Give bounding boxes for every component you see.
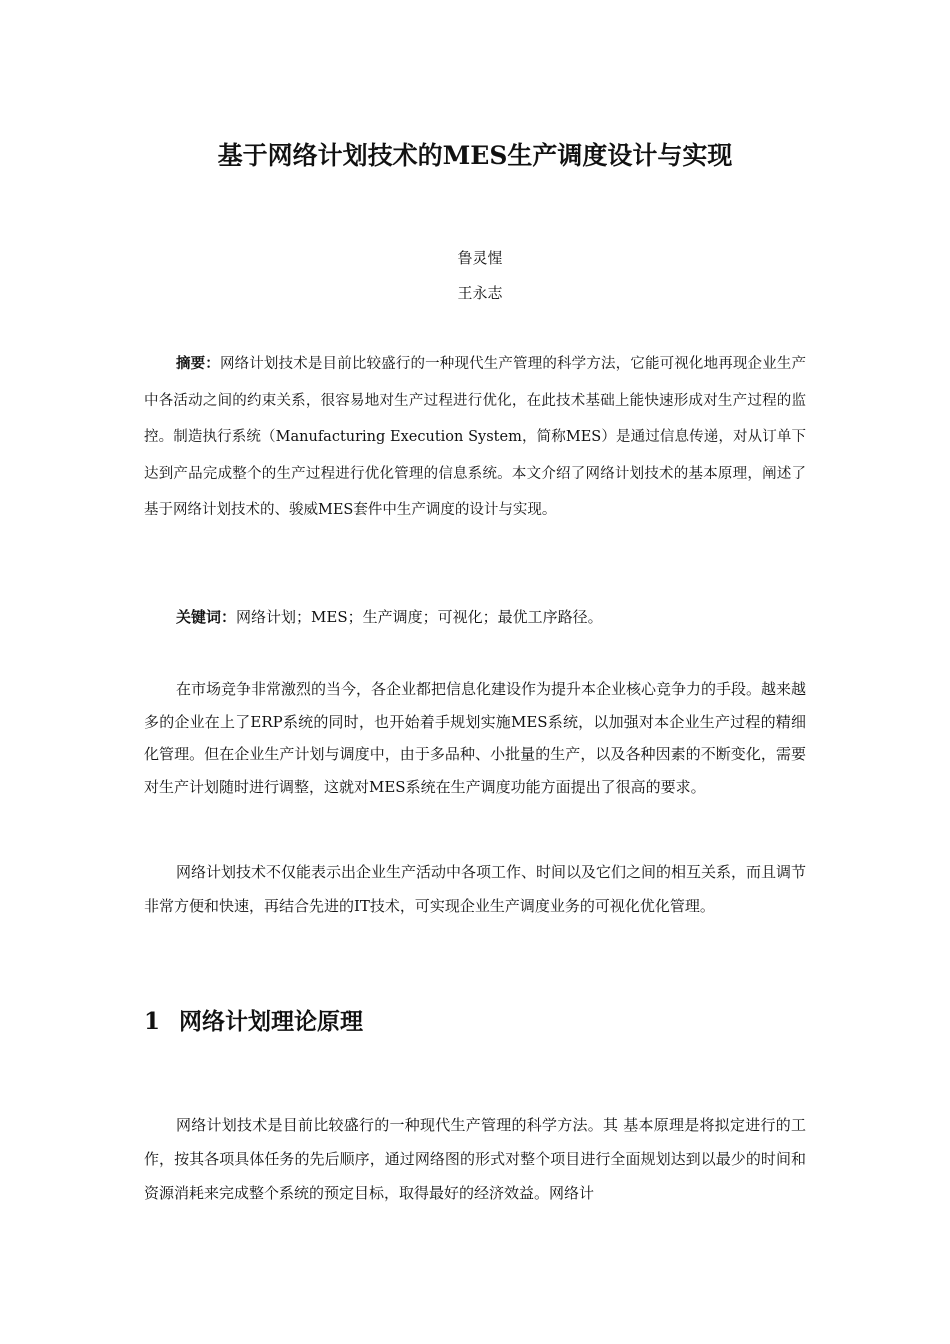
section-title: 网络计划理论原理 <box>179 1008 363 1035</box>
section-heading <box>144 1003 363 1036</box>
section-number: 1 <box>144 1008 161 1035</box>
keywords-label: 关键词： <box>176 608 237 626</box>
intro-paragraph: 在市场竞争非常激烈的当今，各企业都把信息化建设作为提升本企业核心竞争力的手段。越来越多的企业在上了ERP系统的同时，也开始着手规划实施MES系统，以加强对本企业生产过程的精细化管理。但在企业生产计划与调度中，由于多品种、小批量的生产，以及各种因素的不断变化，需要对生产计划随时进行调整，这就对MES系统在生产调度功能方面提出了很高的要求。 <box>144 680 807 796</box>
author-name: 鲁灵惺 <box>457 249 503 267</box>
abstract-label: 摘要： <box>176 355 220 372</box>
intro-paragraph: 网络计划技术不仅能表示出企业生产活动中各项工作、时间以及它们之间的相互关系，而且调节非常方便和快速，再结合先进的IT技术，可实现企业生产调度业务的可视化优化管理。 <box>144 863 807 915</box>
author-name: 王永志 <box>457 284 503 302</box>
paper-title: 基于网络计划技术的MES生产调度设计与实现 <box>217 141 733 170</box>
keywords-text: 网络计划；MES；生产调度；可视化；最优工序路径。 <box>236 608 603 626</box>
section-paragraph: 网络计划技术是目前比较盛行的一种现代生产管理的科学方法。其 基本原理是将拟定进行的工作，按其各项具体任务的先后顺序，通过网络图的形式对整个项目进行全面规划达到以最少的时间和资源消耗来完成整个系统的预定目标，取得最好的经济效益。网络计 <box>144 1116 806 1202</box>
keywords <box>144 603 806 631</box>
abstract-text: 网络计划技术是目前比较盛行的一种现代生产管理的科学方法，它能可视化地再现企业生产中各活动之间的约束关系，很容易地对生产过程进行优化，在此技术基础上能快速形成对生产过程的监控。制造执行系统（Manufacturing Execution System，简称MES）是通过信息传递，对从订单下达到产品完成整个的生产过程进行优化管理的信息系统。本文介绍了网络计划技术的基本原理，阐述了基于网络计划技术的、骏威MES套件中生产调度的设计与实现。 <box>144 356 807 518</box>
abstract <box>144 346 806 529</box>
